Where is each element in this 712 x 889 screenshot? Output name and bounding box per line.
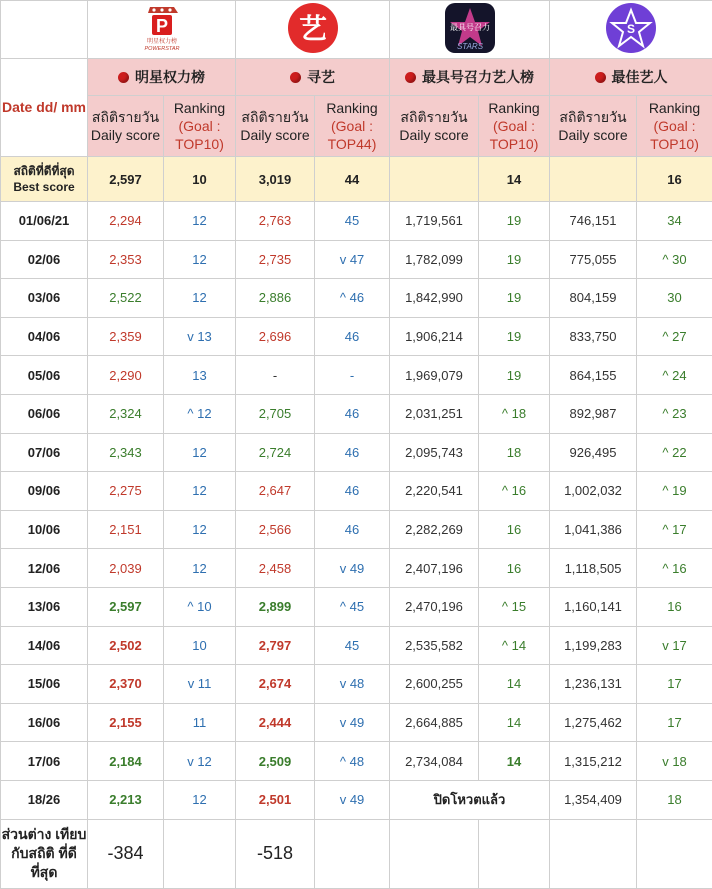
app-name-row — [1, 59, 712, 96]
column-header-row — [1, 96, 712, 157]
score-cell: 1,118,505 — [550, 549, 637, 588]
app-logo-xunyi — [236, 1, 390, 59]
rank-cell: ^ 23 — [637, 394, 712, 433]
table-row — [1, 510, 712, 549]
daily-score-header: สถิติรายวัน Daily score — [88, 96, 164, 157]
rank-cell: v 18 — [637, 742, 712, 781]
score-cell: 1,199,283 — [550, 626, 637, 665]
rank-cell: 12 — [164, 472, 236, 511]
app-name-best-artist: 最佳艺人 — [550, 59, 712, 96]
rank-cell: ^ 30 — [637, 240, 712, 279]
rank-cell: 12 — [164, 549, 236, 588]
table-row — [1, 742, 712, 781]
rank-cell: ^ 19 — [637, 472, 712, 511]
svg-text:最具号召力: 最具号召力 — [450, 22, 490, 32]
rank-cell: ^ 16 — [479, 472, 550, 511]
difference-row — [1, 819, 712, 888]
table-row — [1, 587, 712, 626]
score-cell: 2,031,251 — [390, 394, 479, 433]
score-cell: 2,290 — [88, 356, 164, 395]
rank-cell: 34 — [637, 202, 712, 241]
date-cell: 01/06/21 — [1, 202, 88, 241]
score-cell: 2,359 — [88, 317, 164, 356]
table-row — [1, 317, 712, 356]
date-cell: 13/06 — [1, 587, 88, 626]
rank-cell: 30 — [637, 279, 712, 318]
score-cell: 2,735 — [236, 240, 315, 279]
rank-cell: ^ 27 — [637, 317, 712, 356]
rank-cell: 16 — [479, 549, 550, 588]
rank-cell: 46 — [315, 433, 390, 472]
difference-value: -518 — [236, 819, 315, 888]
best-score-cell — [550, 157, 637, 202]
score-cell: 775,055 — [550, 240, 637, 279]
rank-cell: 12 — [164, 780, 236, 819]
score-cell: 2,705 — [236, 394, 315, 433]
ranking-header: Ranking (Goal : TOP10) — [479, 96, 550, 157]
date-cell: 14/06 — [1, 626, 88, 665]
rank-cell: ^ 22 — [637, 433, 712, 472]
score-cell: 2,797 — [236, 626, 315, 665]
score-cell: 1,236,131 — [550, 665, 637, 704]
rank-cell: ^ 16 — [637, 549, 712, 588]
ranking-header: Ranking (Goal : TOP10) — [637, 96, 712, 157]
best-artist-logo — [605, 2, 657, 54]
table-row — [1, 626, 712, 665]
rank-cell: v 12 — [164, 742, 236, 781]
rank-cell: 46 — [315, 510, 390, 549]
rank-cell: v 49 — [315, 549, 390, 588]
best-score-cell: 2,597 — [88, 157, 164, 202]
score-cell: 2,353 — [88, 240, 164, 279]
app-logo-best-artist — [550, 1, 712, 59]
rank-cell: 45 — [315, 202, 390, 241]
score-cell: 2,220,541 — [390, 472, 479, 511]
score-cell: 2,522 — [88, 279, 164, 318]
rank-cell: 18 — [479, 433, 550, 472]
score-cell: 864,155 — [550, 356, 637, 395]
score-cell: 2,458 — [236, 549, 315, 588]
score-cell: 1,160,141 — [550, 587, 637, 626]
table-row — [1, 433, 712, 472]
score-cell: 2,470,196 — [390, 587, 479, 626]
score-cell: 1,275,462 — [550, 703, 637, 742]
rank-cell: 45 — [315, 626, 390, 665]
score-cell: 2,696 — [236, 317, 315, 356]
score-cell: 2,282,269 — [390, 510, 479, 549]
rank-cell: ^ 45 — [315, 587, 390, 626]
app-name-powerstar: 明星权力榜 — [88, 59, 236, 96]
score-cell: 804,159 — [550, 279, 637, 318]
date-cell: 15/06 — [1, 665, 88, 704]
rank-cell: v 48 — [315, 665, 390, 704]
stars-logo — [444, 2, 496, 54]
best-score-cell: 3,019 — [236, 157, 315, 202]
rank-cell: 10 — [164, 626, 236, 665]
red-dot-icon — [595, 72, 606, 83]
app-name-xunyi: 寻艺 — [236, 59, 390, 96]
table-row — [1, 472, 712, 511]
score-cell: 926,495 — [550, 433, 637, 472]
score-cell: 1,719,561 — [390, 202, 479, 241]
score-cell: 2,184 — [88, 742, 164, 781]
rank-cell: 19 — [479, 240, 550, 279]
score-cell: 2,275 — [88, 472, 164, 511]
table-row — [1, 549, 712, 588]
score-cell: 2,664,885 — [390, 703, 479, 742]
date-cell: 16/06 — [1, 703, 88, 742]
score-cell: 2,509 — [236, 742, 315, 781]
table-row — [1, 703, 712, 742]
rank-cell: 19 — [479, 356, 550, 395]
score-cell: 2,039 — [88, 549, 164, 588]
score-cell: 2,155 — [88, 703, 164, 742]
rank-cell: 19 — [479, 202, 550, 241]
score-cell: 1,782,099 — [390, 240, 479, 279]
rank-cell: ^ 46 — [315, 279, 390, 318]
score-cell: 2,370 — [88, 665, 164, 704]
table-row — [1, 780, 712, 819]
best-score-cell: 14 — [479, 157, 550, 202]
date-header: Date dd/ mm — [1, 59, 88, 157]
difference-value: -384 — [88, 819, 164, 888]
score-cell: 892,987 — [550, 394, 637, 433]
score-cell: 2,324 — [88, 394, 164, 433]
score-cell: 2,566 — [236, 510, 315, 549]
rank-cell: ^ 17 — [637, 510, 712, 549]
svg-text:艺: 艺 — [298, 12, 326, 45]
rank-cell: 16 — [479, 510, 550, 549]
score-cell: 2,151 — [88, 510, 164, 549]
date-cell: 10/06 — [1, 510, 88, 549]
score-cell: 1,969,079 — [390, 356, 479, 395]
rank-cell: ^ 18 — [479, 394, 550, 433]
score-cell: 1,842,990 — [390, 279, 479, 318]
svg-text:P: P — [155, 16, 167, 36]
score-cell: 2,600,255 — [390, 665, 479, 704]
rank-cell: 19 — [479, 279, 550, 318]
rank-cell: v 13 — [164, 317, 236, 356]
rank-cell: ^ 12 — [164, 394, 236, 433]
rank-cell: 11 — [164, 703, 236, 742]
app-logo-stars — [390, 1, 550, 59]
rank-cell: ^ 15 — [479, 587, 550, 626]
table-row — [1, 356, 712, 395]
svg-text:POWERSTAR: POWERSTAR — [144, 46, 179, 51]
rank-cell: v 49 — [315, 703, 390, 742]
score-cell: 833,750 — [550, 317, 637, 356]
score-cell: - — [236, 356, 315, 395]
rank-cell: v 47 — [315, 240, 390, 279]
daily-score-header: สถิติรายวัน Daily score — [390, 96, 479, 157]
best-score-cell: 44 — [315, 157, 390, 202]
date-cell: 03/06 — [1, 279, 88, 318]
rank-cell: 12 — [164, 433, 236, 472]
rank-cell: 16 — [637, 587, 712, 626]
table-row — [1, 202, 712, 241]
rank-cell: 12 — [164, 202, 236, 241]
score-cell: 2,597 — [88, 587, 164, 626]
score-cell: 2,444 — [236, 703, 315, 742]
best-score-cell: 10 — [164, 157, 236, 202]
rank-cell: - — [315, 356, 390, 395]
rank-cell: 12 — [164, 279, 236, 318]
logo-row — [1, 1, 712, 59]
date-cell: 05/06 — [1, 356, 88, 395]
xunyi-logo — [287, 2, 339, 54]
rank-cell: 14 — [479, 665, 550, 704]
score-cell: 2,724 — [236, 433, 315, 472]
date-cell: 06/06 — [1, 394, 88, 433]
voting-closed-cell: ปิดโหวตแล้ว — [390, 780, 550, 819]
score-cell: 2,647 — [236, 472, 315, 511]
score-cell: 2,095,743 — [390, 433, 479, 472]
app-name-stars: 最具号召力艺人榜 — [390, 59, 550, 96]
score-cell: 2,294 — [88, 202, 164, 241]
daily-score-header: สถิติรายวัน Daily score — [550, 96, 637, 157]
rank-cell: v 49 — [315, 780, 390, 819]
date-cell: 09/06 — [1, 472, 88, 511]
rank-cell: 13 — [164, 356, 236, 395]
rank-cell: 46 — [315, 394, 390, 433]
table-row — [1, 279, 712, 318]
best-score-cell — [390, 157, 479, 202]
rank-cell: 18 — [637, 780, 712, 819]
date-cell: 02/06 — [1, 240, 88, 279]
last-row-group — [1, 780, 712, 819]
rank-cell: 17 — [637, 665, 712, 704]
score-cell: 2,407,196 — [390, 549, 479, 588]
rank-cell: 14 — [479, 742, 550, 781]
rank-cell: ^ 14 — [479, 626, 550, 665]
app-logo-powerstar — [88, 1, 236, 59]
difference-label: ส่วนต่าง เทียบกับสถิติ ที่ดีที่สุด — [1, 819, 88, 888]
date-cell: 18/26 — [1, 780, 88, 819]
date-cell: 17/06 — [1, 742, 88, 781]
red-dot-icon — [290, 72, 301, 83]
rank-cell: ^ 48 — [315, 742, 390, 781]
powerstar-logo — [144, 5, 180, 51]
best-score-row — [1, 157, 712, 202]
score-cell: 746,151 — [550, 202, 637, 241]
score-cell: 2,674 — [236, 665, 315, 704]
score-cell: 1,906,214 — [390, 317, 479, 356]
table-row — [1, 394, 712, 433]
svg-text:S: S — [627, 22, 635, 36]
score-cell: 2,734,084 — [390, 742, 479, 781]
ranking-header: Ranking (Goal : TOP44) — [315, 96, 390, 157]
rank-cell: v 11 — [164, 665, 236, 704]
rank-cell: v 17 — [637, 626, 712, 665]
data-rows — [1, 202, 712, 781]
rank-cell: ^ 24 — [637, 356, 712, 395]
score-cell: 1,315,212 — [550, 742, 637, 781]
score-cell: 2,213 — [88, 780, 164, 819]
rank-cell: 46 — [315, 317, 390, 356]
date-cell: 04/06 — [1, 317, 88, 356]
svg-text:STARS: STARS — [456, 42, 483, 51]
table-row — [1, 665, 712, 704]
score-cell: 2,501 — [236, 780, 315, 819]
rank-cell: 14 — [479, 703, 550, 742]
score-cell: 1,002,032 — [550, 472, 637, 511]
red-dot-icon — [118, 72, 129, 83]
score-cell: 2,343 — [88, 433, 164, 472]
table-row — [1, 240, 712, 279]
rank-cell: 12 — [164, 510, 236, 549]
rank-cell: ^ 10 — [164, 587, 236, 626]
date-cell: 07/06 — [1, 433, 88, 472]
best-score-cell: 16 — [637, 157, 712, 202]
score-cell: 2,886 — [236, 279, 315, 318]
svg-text:明星权力榜: 明星权力榜 — [146, 37, 176, 45]
rank-cell: 12 — [164, 240, 236, 279]
best-score-label: สถิติที่ดีที่สุด Best score — [1, 157, 88, 202]
red-dot-icon — [405, 72, 416, 83]
score-cell: 2,502 — [88, 626, 164, 665]
ranking-header: Ranking (Goal : TOP10) — [164, 96, 236, 157]
score-cell: 1,354,409 — [550, 780, 637, 819]
score-cell: 2,763 — [236, 202, 315, 241]
score-cell: 1,041,386 — [550, 510, 637, 549]
rank-cell: 19 — [479, 317, 550, 356]
date-cell: 12/06 — [1, 549, 88, 588]
score-cell: 2,535,582 — [390, 626, 479, 665]
daily-score-header: สถิติรายวัน Daily score — [236, 96, 315, 157]
rank-cell: 17 — [637, 703, 712, 742]
rank-cell: 46 — [315, 472, 390, 511]
score-cell: 2,899 — [236, 587, 315, 626]
